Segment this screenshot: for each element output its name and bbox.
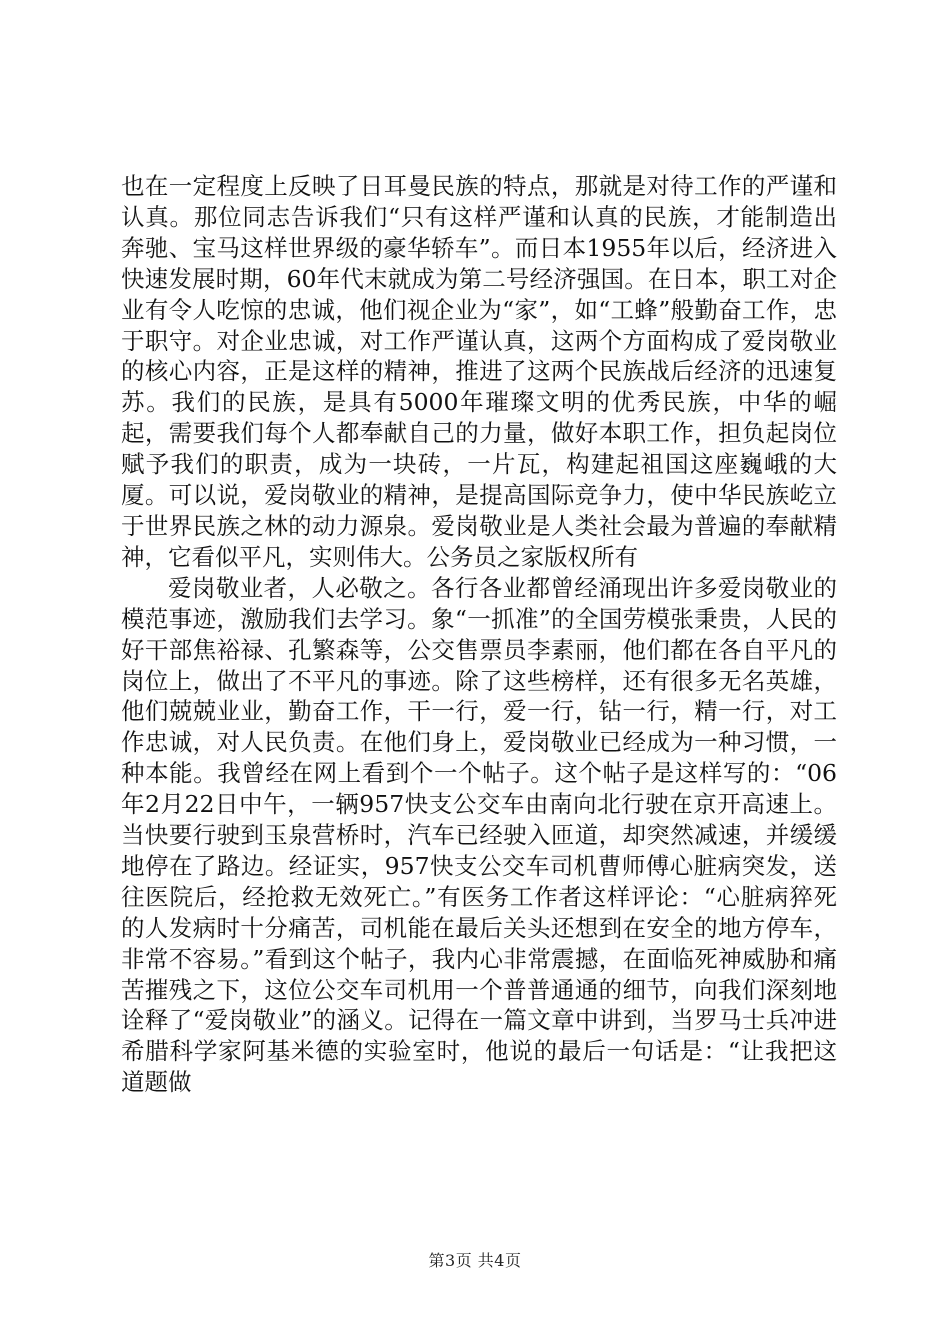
- page-footer: 第3页 共4页: [428, 1251, 522, 1270]
- document-body: [121, 171, 837, 1098]
- paragraph-1: 也在一定程度上反映了日耳曼民族的特点，那就是对待工作的严谨和认真。那位同志告诉我们“只有这样严谨和认真的民族，才能制造出奔驰、宝马这样世界级的豪华轿车”。而日本1955年以后，经济进入快速发展时期，60年代末就成为第二号经济强国。在日本，职工对企业有令人吃惊的忠诚，他们视企业为“家”，如“工蜂”般勤奋工作，忠于职守。对企业忠诚，对工作严谨认真，这两个方面构成了爱岗敬业的核心内容，正是这样的精神，推进了这两个民族战后经济的迅速复苏。我们的民族，是具有5000年璀璨文明的优秀民族，中华的崛起，需要我们每个人都奉献自己的力量，做好本职工作，担负起岗位赋予我们的职责，成为一块砖，一片瓦，构建起祖国这座巍峨的大厦。可以说，爱岗敬业的精神，是提高国际竞争力，使中华民族屹立于世界民族之林的动力源泉。爱岗敬业是人类社会最为普遍的奉献精神，它看似平凡，实则伟大。公务员之家版权所有: [121, 172, 837, 571]
- paragraph-2: 爱岗敬业者，人必敬之。各行各业都曾经涌现出许多爱岗敬业的模范事迹，激励我们去学习。象“一抓准”的全国劳模张秉贵，人民的好干部焦裕禄、孔繁森等，公交售票员李素丽，他们都在各自平凡的岗位上，做出了不平凡的事迹。除了这些榜样，还有很多无名英雄，他们兢兢业业，勤奋工作，干一行，爱一行，钻一行，精一行，对工作忠诚，对人民负责。在他们身上，爱岗敬业已经成为一种习惯，一种本能。我曾经在网上看到个一个帖子。这个帖子是这样写的：“06年2月22日中午，一辆957快支公交车由南向北行驶在京开高速上。当快要行驶到玉泉营桥时，汽车已经驶入匝道，却突然减速，并缓缓地停在了路边。经证实，957快支公交车司机曹师傅心脏病突发，送往医院后，经抢救无效死亡。”有医务工作者这样评论：“心脏病猝死的人发病时十分痛苦，司机能在最后关头还想到在安全的地方停车，非常不容易。”看到这个帖子，我内心非常震撼，在面临死神威胁和痛苦摧残之下，这位公交车司机用一个普普通通的细节，向我们深刻地诠释了“爱岗敬业”的涵义。记得在一篇文章中讲到，当罗马士兵冲进希腊科学家阿基米德的实验室时，他说的最后一句话是：“让我把这道题做: [121, 573, 837, 1097]
